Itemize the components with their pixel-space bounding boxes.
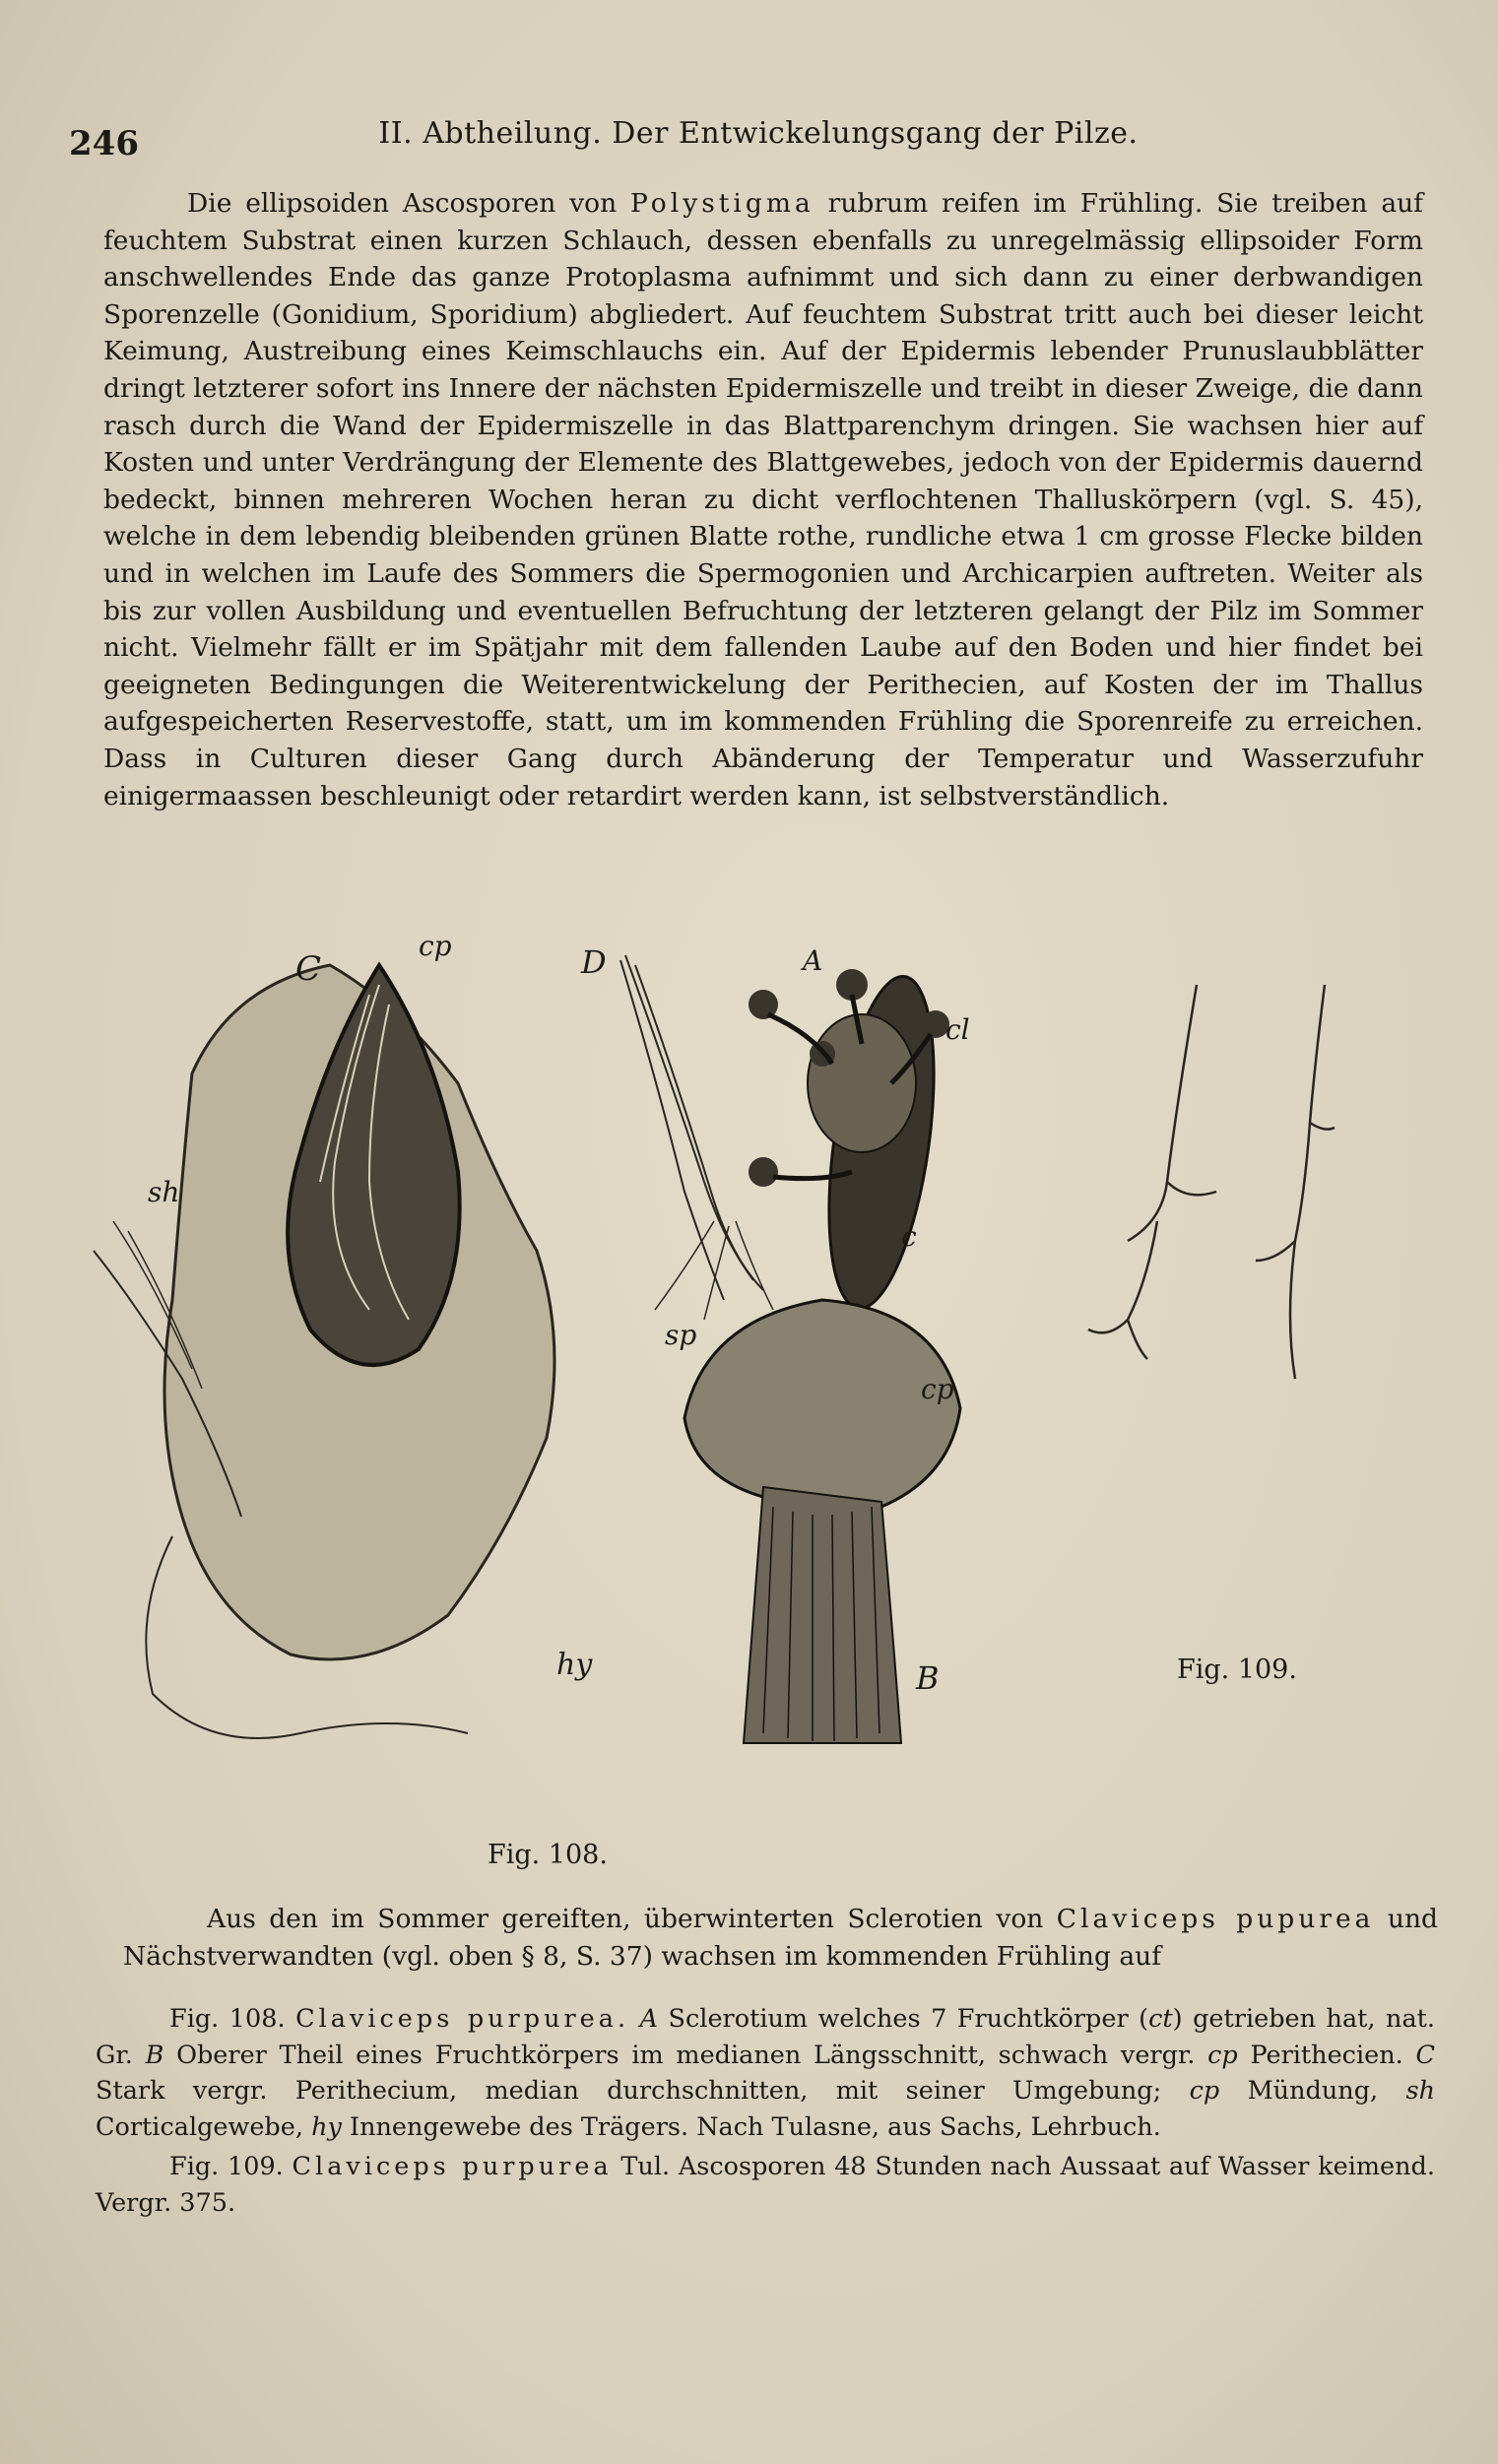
species-name: Claviceps pupurea xyxy=(1056,1904,1375,1934)
caption-species: Claviceps purpurea. xyxy=(295,2004,630,2034)
figure-illustrations xyxy=(74,926,1443,1861)
caption-fig-108 xyxy=(96,2001,1435,2145)
caption-text: Mündung, xyxy=(1247,2076,1379,2106)
page-header xyxy=(69,116,1428,165)
fig-109-label: Fig. 109. xyxy=(1177,1654,1297,1685)
label-cp-b: cp xyxy=(921,1373,954,1405)
caption-fig-109 xyxy=(96,2149,1435,2221)
caption-species: Claviceps purpurea xyxy=(292,2152,613,2181)
caption-letter: A xyxy=(639,2004,659,2034)
label-b: B xyxy=(916,1659,940,1697)
paragraph-text: Aus den im Sommer gereiften, überwinterten Sclerotien von xyxy=(207,1904,1044,1934)
paragraph-text: Die ellipsoiden Ascosporen von xyxy=(187,188,618,219)
figure-109-ascospores xyxy=(1088,985,1335,1379)
caption-text: Stark vergr. Perithecium, median durchschnitten, mit seiner Umgebung; xyxy=(96,2076,1162,2106)
caption-text: ) getrieben hat, nat. Gr. xyxy=(96,2004,1436,2070)
running-head: II. Abtheilung. Der Entwickelungsgang der Pilze. xyxy=(378,116,1139,151)
label-c-small: c xyxy=(901,1220,917,1253)
caption-text: Tul. Ascosporen 48 Stunden nach Aussaat auf Wasser keimend. Vergr. 375. xyxy=(96,2152,1435,2218)
caption-fig-number: Fig. 108. xyxy=(169,2004,286,2034)
caption-text: Sclerotium welches 7 Fruchtkörper ( xyxy=(668,2004,1149,2034)
caption-letter: B xyxy=(145,2040,164,2070)
caption-abbr: cp xyxy=(1207,2040,1238,2070)
caption-text: Perithecien. xyxy=(1250,2040,1403,2070)
figure-a-sclerotium xyxy=(749,969,951,1315)
second-paragraph xyxy=(123,1901,1438,1976)
caption-text: Oberer Theil eines Fruchtkörpers im medianen Längsschnitt, schwach vergr. xyxy=(176,2040,1196,2070)
label-hy: hy xyxy=(556,1648,593,1682)
label-a: A xyxy=(803,944,823,977)
paragraph-text: rubrum reifen im Frühling. Sie treiben auf feuchtem Substrat einen kurzen Schlauch, dessen ebenfalls zu unregelmässig ellipsoider Form anschwellendes Ende das ganze Protoplasma aufnimmt und sich dann zu einer derbwandigen Sporenzelle (Gonidium, Sporidium) abgliedert. Auf feuchtem Substrat tritt auch bei dieser leicht Keimung, Austreibung eines Keimschlauchs ein. Auf der Epidermis lebender Prunuslaubblätter dringt letzterer sofort ins Innere der nächsten Epidermiszelle und treibt in dieser Zweige, die dann rasch durch die Wand der Epidermiszelle in das Blattparenchym dringen. Sie wachsen hier auf Kosten und unter Verdrängung der Elemente des Blattgewebes, jedoch von der Epidermis dauernd bedeckt, binnen mehreren Wochen heran zu dicht verflochtenen Thalluskörpern (vgl. S. 45), welche in dem lebendig bleibenden grünen Blatte rothe, rundliche etwa 1 cm grosse Flecke bilden und in welchen im Laufe des Sommers die Spermogonien und Archicarpien auftreten. Weiter als bis zur vollen Ausbildung und eventuellen Befruchtung der letzteren gelangt der Pilz im Sommer nicht. Vielmehr fällt er im Spätjahr mit dem fallenden Laube auf den Boden und hier findet bei geeigneten Bedingungen die Weiterentwickelung der Perithecien, auf Kosten der im Thallus aufgespeicherten Reservestoffe, statt, um im kommenden Frühling die Sporenreife zu erreichen. Dass in Culturen dieser Gang durch Abänderung der Temperatur und Wasserzufuhr einigermaassen beschleunigt oder retardirt werden kann, ist selbstverständlich. xyxy=(103,188,1423,811)
fig-108-label: Fig. 108. xyxy=(488,1840,608,1870)
caption-abbr: hy xyxy=(311,2111,342,2142)
caption-source: Nach Tulasne, aus Sachs, Lehrbuch. xyxy=(696,2111,1161,2142)
figure-c-perithecium xyxy=(94,965,554,1738)
label-d: D xyxy=(581,943,607,981)
caption-fig-number: Fig. 109. xyxy=(169,2152,284,2181)
page-number: 246 xyxy=(69,124,139,163)
paragraph-polystigma xyxy=(103,185,1423,814)
caption-text: Innengewebe des Trägers. xyxy=(350,2111,689,2142)
main-paragraph xyxy=(103,185,1423,814)
caption-abbr: sh xyxy=(1405,2076,1435,2106)
caption-text: Corticalgewebe, xyxy=(96,2111,303,2142)
paragraph-claviceps xyxy=(123,1901,1438,1976)
species-name: Polystigma xyxy=(630,188,814,219)
label-c: C xyxy=(295,949,322,989)
paragraph-text: und Nächstverwandten (vgl. oben § 8, S. 37) wachsen im kommenden Frühling auf xyxy=(123,1904,1438,1972)
label-cp-top: cp xyxy=(419,930,452,962)
caption-letter: C xyxy=(1415,2040,1435,2070)
label-sh: sh xyxy=(148,1176,180,1208)
caption-abbr: cp xyxy=(1189,2076,1220,2106)
figure-area xyxy=(74,926,1443,1861)
label-sp: sp xyxy=(665,1319,697,1351)
label-cl: cl xyxy=(945,1013,970,1046)
figure-captions xyxy=(96,2001,1435,2225)
caption-abbr: ct xyxy=(1148,2004,1173,2034)
